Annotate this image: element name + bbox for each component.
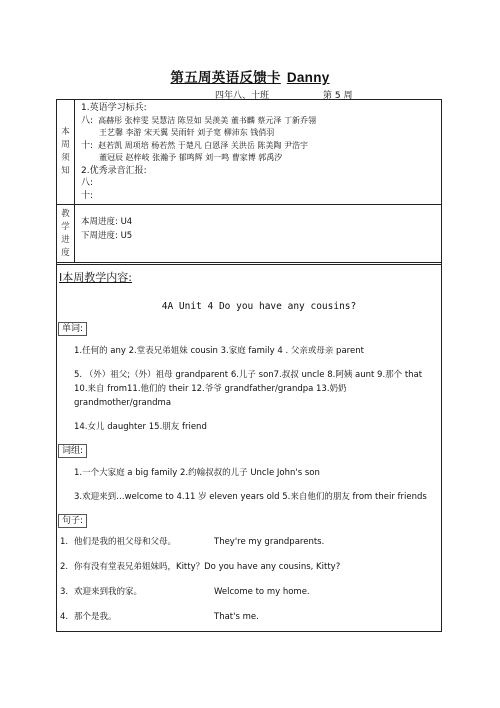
progress-row bbox=[57, 205, 441, 263]
phrases-paragraph-1: 1.一个大家庭 a big family 2.约翰叔叔的儿子 Uncle John's son bbox=[74, 468, 320, 478]
phrases-paragraph-2: 3.欢迎来到…welcome to 4.11 岁 eleven years old 5.来自他们的朋友 from their friends bbox=[74, 492, 427, 502]
sentence-item: 4. 那个是我。 That's me. bbox=[60, 612, 259, 622]
class8-honor-line2: 王艺馨 李游 宋天翼 吴雨轩 刘子宽 柳沛东 钱俏羽 bbox=[99, 128, 275, 137]
week-label: 第 5 周 bbox=[323, 91, 353, 101]
words-list bbox=[57, 344, 441, 434]
grade-label: 四年八、十班 bbox=[215, 91, 270, 101]
class10-honor-line2: 董冠辰 赵梓岐 张瀚予 郁鸣辉 刘一鸣 曹家博 郭禹汐 bbox=[99, 153, 283, 162]
sentence-item: 1. 他们是我的祖父母和父母。 They're my grandparents. bbox=[60, 537, 325, 547]
teaching-content-row bbox=[57, 265, 441, 631]
phrases-list bbox=[57, 466, 441, 504]
progress-content bbox=[75, 205, 441, 262]
recording-heading: 2.优秀录音汇报: bbox=[81, 165, 147, 176]
weekly-notice-row bbox=[57, 100, 441, 205]
class8-honor-line1: 八: 高赫彤 张梓雯 吴慧洁 陈昱如 吴羡美 董书麟 蔡元泽 丁新乔翎 bbox=[81, 115, 316, 126]
honor-heading: 1.英语学习标兵: bbox=[81, 103, 147, 113]
feedback-table bbox=[56, 99, 442, 632]
this-week-progress: 本周进度: U4 bbox=[81, 217, 133, 227]
phrases-tag: 词组: bbox=[58, 444, 87, 458]
sentence-item: 3. 欢迎来到我的家。 Welcome to my home. bbox=[60, 587, 310, 597]
words-tag: 单词: bbox=[58, 322, 87, 336]
weekly-notice-content bbox=[75, 100, 441, 204]
next-week-progress: 下周进度: U5 bbox=[81, 231, 133, 241]
class8-recording: 八: bbox=[81, 178, 94, 188]
unit-title: 4A Unit 4 Do you have any cousins? bbox=[161, 301, 357, 312]
words-paragraph-2: 5. （外）祖父;（外）祖母 grandparent 6.儿子 son7.叔叔 uncle 8.阿姨 aunt 9.那个 that 10.来自 from11.他们的 their 12.爷爷 grandfather/grandpa 13.奶奶 grandmother/grandma bbox=[74, 370, 423, 408]
progress-label: 教 学 进 度 bbox=[57, 205, 75, 262]
teacher-name: Danny bbox=[286, 70, 330, 85]
sentence-item: 2. 你有没有堂表兄弟姐妹吗，Kitty？Do you have any cousins, Kitty? bbox=[60, 562, 341, 572]
weekly-notice-label: 本 周 须 知 bbox=[57, 100, 75, 204]
words-paragraph-3: 14.女儿 daughter 15.朋友 friend bbox=[74, 422, 207, 432]
sentences-list bbox=[57, 536, 441, 623]
page-title bbox=[0, 66, 500, 86]
sentences-tag: 句子: bbox=[58, 514, 87, 528]
teaching-content bbox=[57, 265, 441, 631]
class10-recording: 十: bbox=[81, 190, 94, 201]
card-title: 第五周英语反馈卡 bbox=[170, 70, 281, 86]
words-paragraph-1: 1.任何的 any 2.堂表兄弟姐妹 cousin 3.家庭 family 4 . 父亲或母亲 parent bbox=[74, 346, 364, 356]
section-title: Ⅰ本周教学内容: bbox=[59, 271, 132, 284]
class10-honor-line1: 十: 赵若凯 周项培 杨若然 于楚凡 白恩泽 关洪岳 陈美陶 尹浩宇 bbox=[81, 140, 308, 151]
